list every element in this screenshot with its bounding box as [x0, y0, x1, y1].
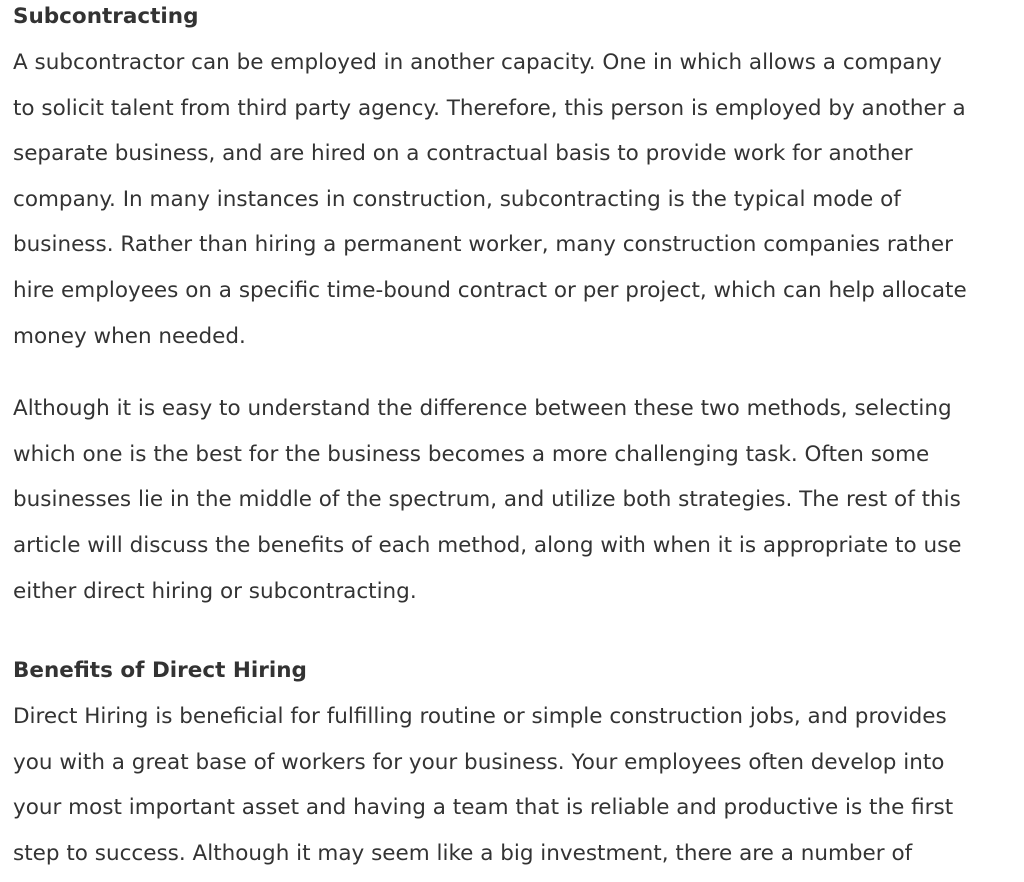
paragraph-comparison [13, 386, 1024, 614]
paragraph-line: businesses lie in the middle of the spectrum, and utilize both strategies. The rest of this [13, 487, 961, 513]
paragraph-line: Although it is easy to understand the difference between these two methods, selecting [13, 396, 952, 422]
paragraph-line: to solicit talent from third party agency. Therefore, this person is employed by another a [13, 95, 966, 121]
article-body [13, 0, 1024, 882]
paragraph-line: you with a great base of workers for your business. Your employees often develop into [13, 749, 945, 775]
paragraph-direct-hiring [13, 694, 1024, 876]
section-heading-subcontracting: Subcontracting [13, 4, 199, 29]
paragraph-line: company. In many instances in construction, subcontracting is the typical mode of [13, 186, 901, 212]
paragraph-line: article will discuss the benefits of each method, along with when it is appropriate to use [13, 532, 962, 558]
paragraph-subcontracting [13, 40, 1024, 359]
paragraph-line: separate business, and are hired on a contractual basis to provide work for another [13, 141, 913, 167]
paragraph-line: your most important asset and having a team that is reliable and productive is the first [13, 795, 954, 821]
paragraph-line: A subcontractor can be employed in another capacity. One in which allows a company [13, 50, 942, 75]
paragraph-line: money when needed. [13, 323, 246, 349]
paragraph-line: either direct hiring or subcontracting. [13, 578, 417, 604]
paragraph-line: hire employees on a specific time-bound contract or per project, which can help allocate [13, 277, 967, 303]
section-heading-direct-hiring: Benefits of Direct Hiring [13, 658, 307, 684]
paragraph-line: Direct Hiring is beneficial for fulfilling routine or simple construction jobs, and provides [13, 704, 947, 730]
paragraph-line: step to success. Although it may seem like a big investment, there are a number of [13, 840, 913, 866]
paragraph-line: which one is the best for the business becomes a more challenging task. Often some [13, 441, 930, 467]
paragraph-line: business. Rather than hiring a permanent worker, many construction companies rather [13, 232, 953, 258]
